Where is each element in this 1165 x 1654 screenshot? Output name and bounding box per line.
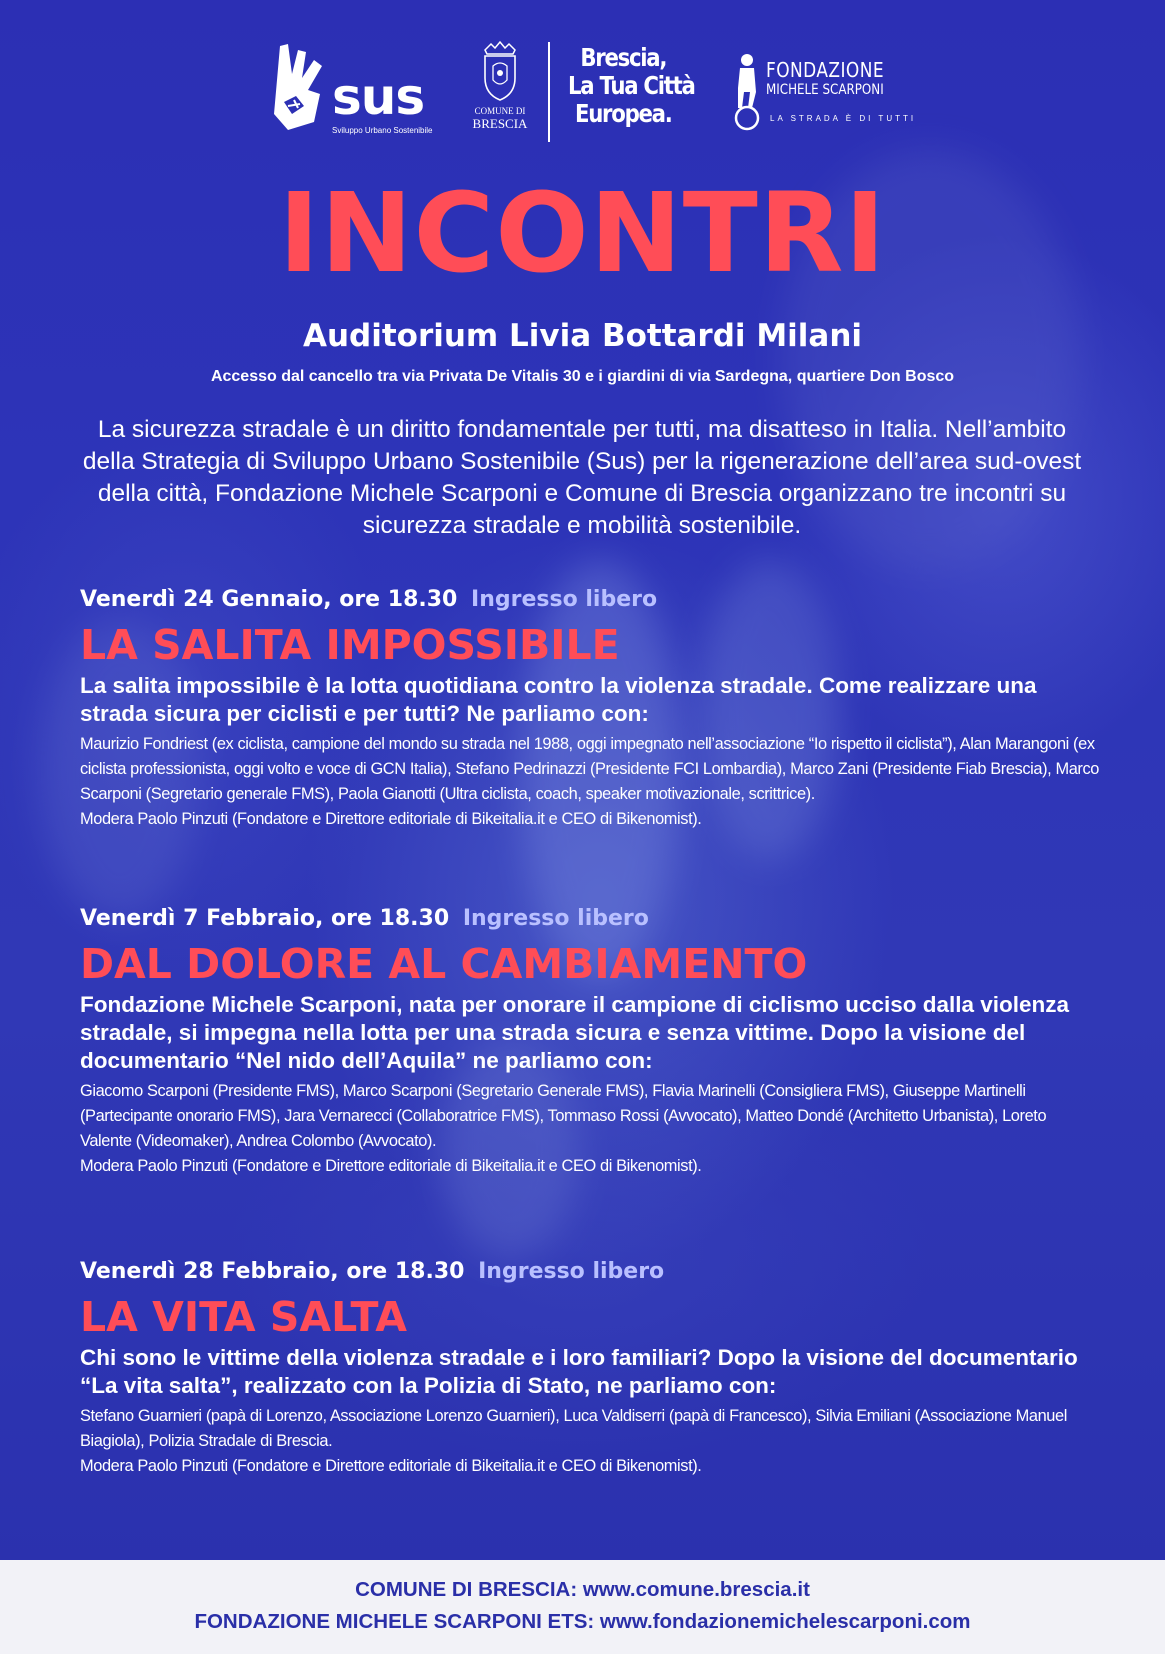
moderator: Modera Paolo Pinzuti (Fondatore e Direttore editoriale di Bikeitalia.it e CEO di Bikenomist). <box>80 1157 702 1175</box>
guest-list: Maurizio Fondriest (ex ciclista, campione del mondo su strada nel 1988, oggi impegnato nell’associazione “Io rispetto il ciclista”), Alan Marangoni (ex ciclista professionista, oggi volto e voce di GCN Italia), Stefano Pedrinazzi (Presidente FCI Lombardia), Marco Zani (Presidente Fiab Brescia), Marco Scarponi (Segretario generale FMS), Paola Gianotti (Ultra ciclista, coach, speaker motivazionale, scrittrice). <box>80 735 1099 803</box>
event-date: Venerdì 7 Febbraio, ore 18.30 <box>80 906 450 931</box>
brescia-logo-line: Europea. <box>574 99 672 128</box>
event-description: Fondazione Michele Scarponi, nata per onorare il campione di ciclismo ucciso dalla violenza stradale, si impegna nella lotta per una strada sicura e senza vittime. Dopo la visione del documentario “Nel nido dell’Aquila” ne parliamo con: <box>80 992 1070 1073</box>
event-card <box>80 584 1100 832</box>
event-card <box>80 903 1100 1179</box>
footer-comune-link[interactable]: COMUNE DI BRESCIA: www.comune.brescia.it <box>355 1578 810 1601</box>
event-title: LA SALITA IMPOSSIBILE <box>80 621 620 669</box>
venue-access: Accesso dal cancello tra via Privata De Vitalis 30 e i giardini di via Sardegna, quartiere Don Bosco <box>210 368 955 385</box>
event-date-line <box>80 903 1100 935</box>
event-guests <box>80 732 1100 832</box>
city-crest-icon <box>479 40 521 102</box>
event-title: DAL DOLORE AL CAMBIAMENTO <box>80 940 808 988</box>
cyclist-icon <box>728 52 766 132</box>
moderator: Modera Paolo Pinzuti (Fondatore e Direttore editoriale di Bikeitalia.it e CEO di Bikenomist). <box>80 1457 702 1475</box>
comune-logo <box>470 40 530 145</box>
fondazione-scarponi-logo <box>728 52 917 147</box>
event-date: Venerdì 28 Febbraio, ore 18.30 <box>80 1259 465 1284</box>
event-date: Venerdì 24 Gennaio, ore 18.30 <box>80 587 458 612</box>
event-date-line <box>80 584 1100 616</box>
footer <box>0 1560 1165 1654</box>
page-title: INCONTRI <box>278 169 887 297</box>
free-entry-label: Ingresso libero <box>478 1259 665 1284</box>
logo-bar <box>0 40 1165 150</box>
event-guests <box>80 1404 1100 1479</box>
event-title: LA VITA SALTA <box>80 1293 408 1341</box>
guest-list: Stefano Guarnieri (papà di Lorenzo, Associazione Lorenzo Guarnieri), Luca Valdiserri (papà di Francesco), Silvia Emiliani (Associazione Manuel Biagiola), Polizia Stradale di Brescia. <box>80 1407 1067 1450</box>
event-card <box>80 1256 1100 1479</box>
logo-divider <box>548 42 550 142</box>
free-entry-label: Ingresso libero <box>471 587 658 612</box>
sus-subtitle: Sviluppo Urbano Sostenibile <box>332 126 433 135</box>
event-description: La salita impossibile è la lotta quotidiana contro la violenza stradale. Come realizzare una strada sicura per ciclisti e per tutti? Ne parliamo con: <box>80 673 1037 726</box>
fms-tagline: LA STRADA È DI TUTTI <box>770 114 917 123</box>
brescia-europea-logo <box>568 43 695 144</box>
event-description: Chi sono le vittime della violenza stradale e i loro familiari? Dopo la visione del documentario “La vita salta”, realizzato con la Polizia di Stato, ne parliamo con: <box>80 1345 1078 1398</box>
moderator: Modera Paolo Pinzuti (Fondatore e Direttore editoriale di Bikeitalia.it e CEO di Bikenomist). <box>80 810 702 828</box>
event-date-line <box>80 1256 1100 1288</box>
fms-logo-line: MICHELE SCARPONI <box>766 82 884 98</box>
event-guests <box>80 1079 1100 1179</box>
venue-name: Auditorium Livia Bottardi Milani <box>302 318 863 354</box>
intro-paragraph: La sicurezza stradale è un diritto fondamentale per tutti, ma disatteso in Italia. Nell’ambito della Strategia di Sviluppo Urbano Sostenibile (Sus) per la rigenerazione dell’area sud-ovest della città, Fondazione Michele Scarponi e Comune di Brescia organizzano tre incontri su sicurezza stradale e mobilità sostenibile. <box>82 416 1082 539</box>
footer-fondazione-link[interactable]: FONDAZIONE MICHELE SCARPONI ETS: www.fondazionemichelescarponi.com <box>194 1610 971 1633</box>
fms-logo-line: FONDAZIONE <box>766 58 885 82</box>
sus-hand-icon <box>270 44 330 134</box>
guest-list: Giacomo Scarponi (Presidente FMS), Marco Scarponi (Segretario Generale FMS), Flavia Marinelli (Consigliera FMS), Giuseppe Martinelli (Partecipante onorario FMS), Jara Vernarecci (Collaboratrice FMS), Tommaso Rossi (Avvocato), Matteo Dondé (Architetto Urbanista), Loreto Valente (Videomaker), Andrea Colombo (Avvocato). <box>80 1082 1047 1150</box>
brescia-logo-line: Brescia, <box>580 43 667 72</box>
comune-label: COMUNE DI <box>474 106 526 116</box>
sus-wordmark: sus <box>332 68 425 126</box>
free-entry-label: Ingresso libero <box>462 906 649 931</box>
comune-city: BRESCIA <box>472 115 528 131</box>
brescia-logo-line: La Tua Città <box>568 71 695 100</box>
sus-logo <box>270 44 440 144</box>
